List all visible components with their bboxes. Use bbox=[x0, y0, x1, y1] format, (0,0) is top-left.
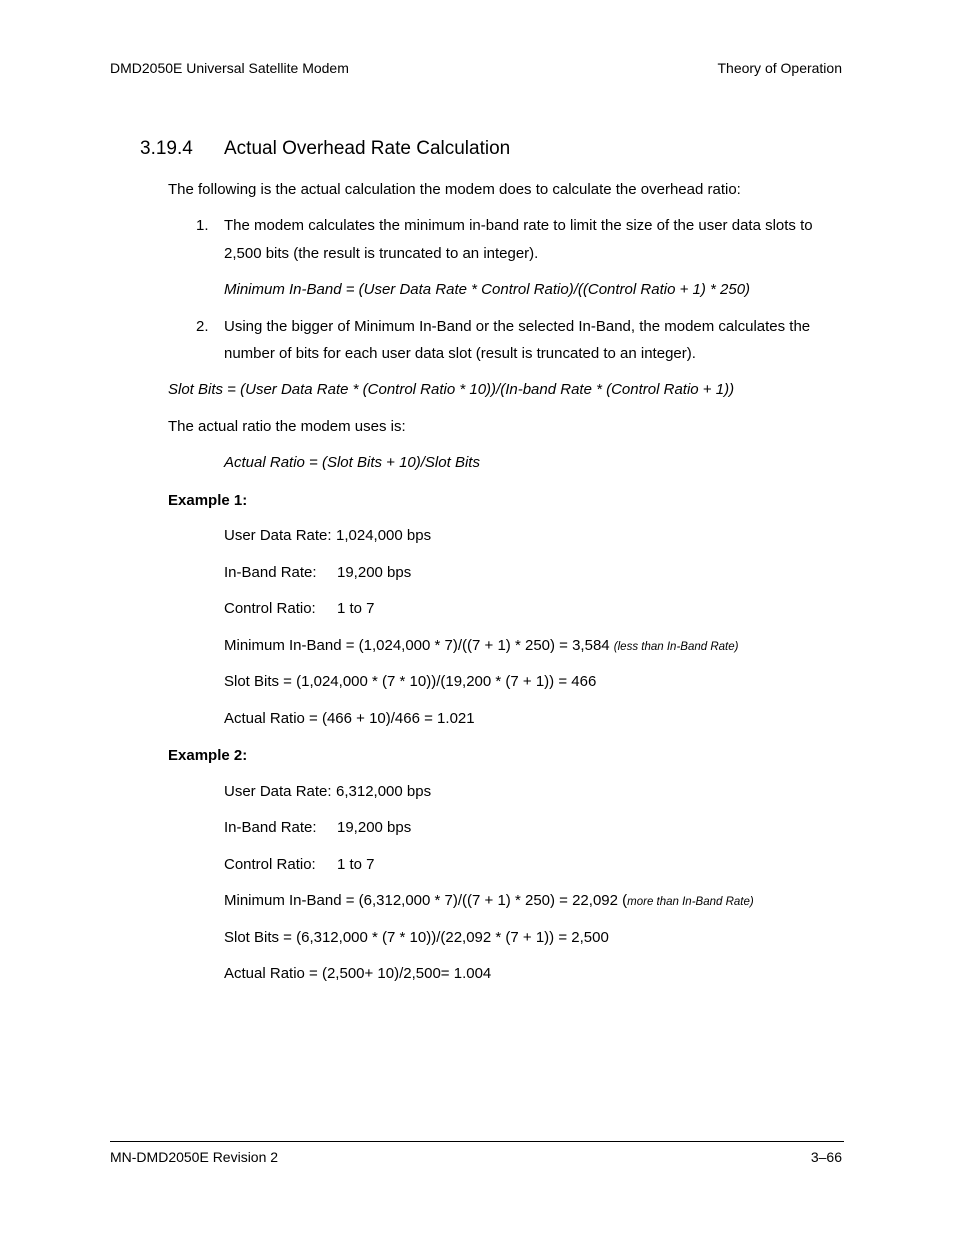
example-1-actual-ratio: Actual Ratio = (466 + 10)/466 = 1.021 bbox=[224, 710, 475, 727]
page-number: 3–66 bbox=[810, 1149, 842, 1165]
example-2-udr-label: User Data Rate: bbox=[224, 783, 332, 800]
example-2-slot-bits: Slot Bits = (6,312,000 * (7 * 10))/(22,092 * (7 + 1)) = 2,500 bbox=[224, 929, 609, 946]
example-2-min-inband-note: more than In-Band Rate) bbox=[627, 896, 754, 908]
section-title: Actual Overhead Rate Calculation bbox=[224, 138, 511, 159]
step-2-number: 2. bbox=[196, 318, 209, 335]
min-inband-formula: Minimum In-Band = (User Data Rate * Control Ratio)/((Control Ratio + 1) * 250) bbox=[224, 281, 751, 298]
header-left: DMD2050E Universal Satellite Modem bbox=[110, 60, 349, 76]
example-1-cr-label: Control Ratio: bbox=[224, 600, 316, 617]
example-2-min-inband bbox=[224, 892, 754, 909]
example-2-udr-value: 6,312,000 bps bbox=[336, 783, 432, 800]
step-1-line1: The modem calculates the minimum in-band rate to limit the size of the user data slots to bbox=[224, 217, 813, 234]
example-1-ibr-label: In-Band Rate: bbox=[224, 564, 317, 581]
footer-rule bbox=[110, 1141, 844, 1142]
step-2-line1: Using the bigger of Minimum In-Band or the selected In-Band, the modem calculates the bbox=[224, 318, 811, 335]
example-1-ibr-value: 19,200 bps bbox=[337, 564, 412, 581]
example-1-heading: Example 1: bbox=[168, 492, 248, 509]
example-1-min-inband-note: (less than In-Band Rate) bbox=[613, 641, 739, 653]
example-1-min-inband bbox=[224, 637, 738, 654]
example-2-cr-label: Control Ratio: bbox=[224, 856, 316, 873]
example-1-cr-value: 1 to 7 bbox=[337, 600, 375, 617]
example-1-udr-label: User Data Rate: bbox=[224, 527, 332, 544]
example-1-slot-bits: Slot Bits = (1,024,000 * (7 * 10))/(19,200 * (7 + 1)) = 466 bbox=[224, 673, 597, 690]
step-1-line2: 2,500 bits (the result is truncated to an integer). bbox=[224, 245, 539, 262]
actual-ratio-formula: Actual Ratio = (Slot Bits + 10)/Slot Bits bbox=[224, 454, 480, 471]
section-number: 3.19.4 bbox=[140, 138, 193, 159]
footer-left: MN-DMD2050E Revision 2 bbox=[110, 1149, 279, 1165]
slot-bits-formula: Slot Bits = (User Data Rate * (Control Ratio * 10))/(In-band Rate * (Control Ratio + 1)) bbox=[168, 381, 735, 398]
example-2-actual-ratio: Actual Ratio = (2,500+ 10)/2,500= 1.004 bbox=[224, 965, 492, 982]
example-2-min-inband-text: Minimum In-Band = (6,312,000 * 7)/((7 + 1) * 250) = 22,092 ( bbox=[224, 892, 628, 909]
example-2-heading: Example 2: bbox=[168, 747, 248, 764]
example-1-min-inband-text: Minimum In-Band = (1,024,000 * 7)/((7 + 1) * 250) = 3,584 bbox=[224, 637, 614, 654]
example-2-cr-value: 1 to 7 bbox=[337, 856, 375, 873]
actual-ratio-intro: The actual ratio the modem uses is: bbox=[168, 418, 406, 435]
header-right: Theory of Operation bbox=[717, 60, 842, 76]
example-2-ibr-value: 19,200 bps bbox=[337, 819, 412, 836]
step-1-number: 1. bbox=[196, 217, 209, 234]
example-2-ibr-label: In-Band Rate: bbox=[224, 819, 317, 836]
intro-paragraph: The following is the actual calculation the modem does to calculate the overhead ratio: bbox=[168, 181, 741, 198]
step-2-line2: number of bits for each user data slot (result is truncated to an integer). bbox=[224, 345, 696, 362]
example-1-udr-value: 1,024,000 bps bbox=[336, 527, 432, 544]
